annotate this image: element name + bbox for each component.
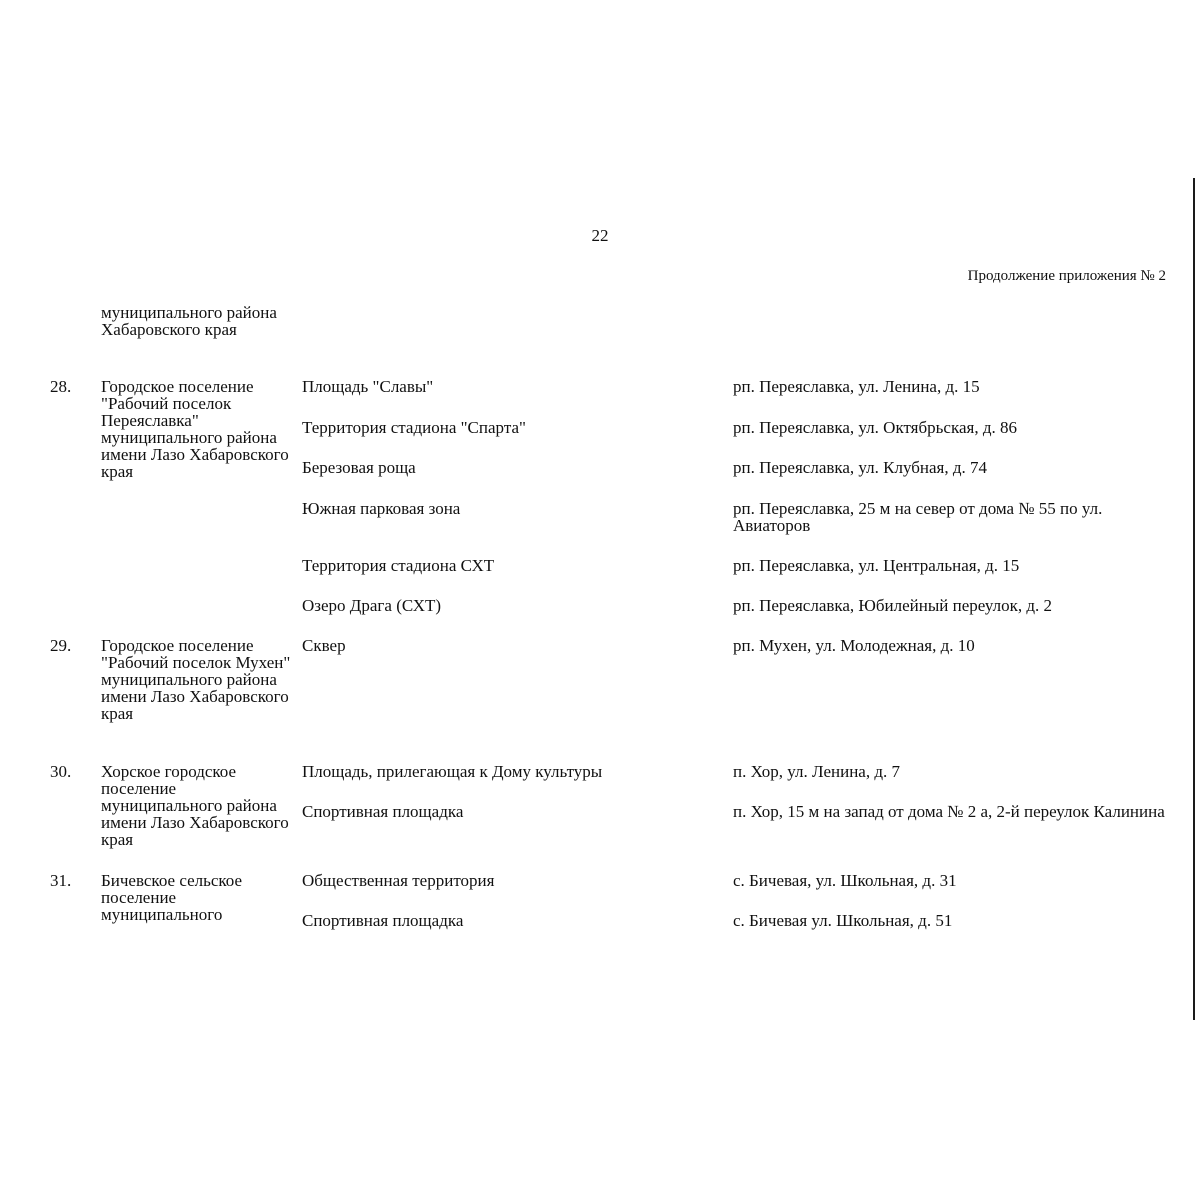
continuation-note: Продолжение приложения № 2 <box>967 268 1166 284</box>
object-name: Спортивная площадка <box>302 911 464 930</box>
object-name: Площадь, прилегающая к Дому культуры <box>302 762 603 781</box>
entry-number: 30. <box>50 762 72 781</box>
object-name: Территория стадиона "Спарта" <box>302 418 526 437</box>
object-address: рп. Переяславка, ул. Центральная, д. 15 <box>733 556 1020 575</box>
object-address: п. Хор, 15 м на запад от дома № 2 а, 2-й переулок Калинина <box>733 802 1165 821</box>
page-number: 22 <box>591 226 609 245</box>
object-address: рп. Переяславка, ул. Ленина, д. 15 <box>733 377 980 396</box>
entry-municipality: Городское поселение "Рабочий поселок Переяславка" муниципального района имени Лазо Хабаровского края <box>101 377 289 481</box>
entry-municipality: Городское поселение "Рабочий поселок Мухен" муниципального района имени Лазо Хабаровского края <box>101 636 291 723</box>
object-name: Березовая роща <box>302 458 416 477</box>
entry-municipality: Бичевское сельское поселение муниципального <box>101 871 243 924</box>
object-address: п. Хор, ул. Ленина, д. 7 <box>733 762 900 781</box>
object-name: Озеро Драга (СХТ) <box>302 596 442 615</box>
object-address: рп. Переяславка, 25 м на север от дома № 55 по ул. Авиаторов <box>733 499 1103 535</box>
object-address: с. Бичевая ул. Школьная, д. 51 <box>733 911 953 930</box>
object-name: Площадь "Славы" <box>302 377 434 396</box>
entry-municipality: Хорское городское поселение муниципального района имени Лазо Хабаровского края <box>101 762 289 849</box>
object-address: рп. Переяславка, ул. Октябрьская, д. 86 <box>733 418 1017 437</box>
object-address: рп. Мухен, ул. Молодежная, д. 10 <box>733 636 975 655</box>
entry-number: 29. <box>50 636 72 655</box>
object-name: Сквер <box>302 636 346 655</box>
object-address: рп. Переяславка, Юбилейный переулок, д. 2 <box>733 596 1053 615</box>
object-name: Спортивная площадка <box>302 802 464 821</box>
carryover-municipality: муниципального района Хабаровского края <box>101 303 277 339</box>
object-name: Общественная территория <box>302 871 495 890</box>
entry-number: 28. <box>50 377 72 396</box>
object-name: Территория стадиона СХТ <box>302 556 495 575</box>
object-address: рп. Переяславка, ул. Клубная, д. 74 <box>733 458 988 477</box>
object-address: с. Бичевая, ул. Школьная, д. 31 <box>733 871 957 890</box>
scan-border-line <box>1193 178 1195 1020</box>
entry-number: 31. <box>50 871 72 890</box>
object-name: Южная парковая зона <box>302 499 461 518</box>
